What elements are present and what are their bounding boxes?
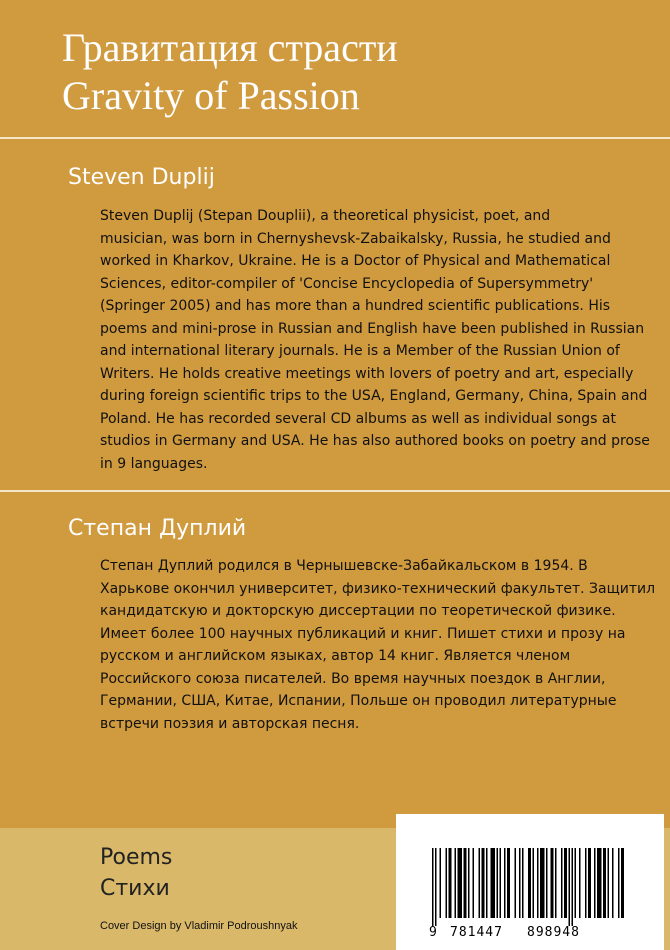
bio-line: кандидатскую и докторскую диссертации по теоретической физике. (100, 603, 616, 619)
barcode-bar (561, 848, 563, 918)
barcode-bar (497, 848, 499, 918)
barcode-bar (612, 848, 614, 918)
barcode-bar (519, 848, 521, 918)
cover-design-credit: Cover Design by Vladimir Podroushnyak (100, 920, 298, 932)
bio-line: Германии, США, Китае, Испании, Польше он проводил литературные (100, 693, 617, 709)
barcode-bar (468, 848, 470, 918)
barcode-bar (440, 848, 442, 918)
author-name-english: Steven Duplij (68, 165, 215, 190)
barcode-bar (473, 848, 475, 918)
bio-line: in 9 languages. (100, 455, 208, 472)
barcode-bar (603, 848, 606, 918)
author-name-russian: Степан Дуплий (68, 516, 247, 541)
barcode-bar (579, 848, 581, 918)
author-bio-russian (100, 555, 656, 735)
bio-line: Poland. He has recorded several CD albums as well as individual songs at (100, 410, 616, 427)
bio-line: during foreign scientific trips to the USA, England, Germany, China, Spain and (100, 388, 648, 404)
barcode-bar (482, 848, 485, 918)
barcode-right-group: 898948 (527, 925, 580, 940)
book-title (62, 24, 398, 120)
barcode-bar (515, 848, 517, 918)
divider-top (0, 137, 670, 139)
bio-line: Степан Дуплий родился в Чернышевске-Забайкальском в 1954. В (100, 558, 588, 574)
barcode-bar (555, 848, 557, 918)
barcode-bar (500, 848, 502, 918)
genre-russian: Стихи (100, 876, 170, 901)
bio-line: studios in Germany and USA. He has also authored books on poetry and prose (100, 433, 650, 449)
barcode-bar (588, 848, 591, 918)
barcode-bar (446, 848, 448, 918)
barcode-bar (597, 848, 602, 918)
barcode-bar (585, 848, 587, 918)
divider-middle (0, 490, 670, 492)
barcode-left-group: 781447 (450, 925, 503, 940)
bio-line: Имеет более 100 научных публикаций и книг. Пишет стихи и прозу на (100, 625, 626, 642)
barcode-bar (449, 848, 452, 918)
barcode-bar (594, 848, 596, 918)
barcode-bar (504, 848, 506, 918)
bio-line: Российского союза писателей. Во время научных поездок в Англии, (100, 670, 606, 687)
genre-english: Poems (100, 845, 173, 870)
bio-line: (Springer 2005) and has more than a hundred scientific publications. His (100, 298, 611, 314)
barcode-bar (458, 848, 463, 918)
barcode-bar (455, 848, 457, 918)
barcode-bar (491, 848, 496, 918)
barcode-bar (540, 848, 545, 918)
bio-line: Steven Duplij (Stepan Douplii), a theoretical physicist, poet, and (100, 208, 551, 224)
barcode-bar (464, 848, 467, 918)
barcode-bar (564, 848, 567, 918)
barcode-bars (428, 848, 628, 926)
bio-line: русском и английском языках, автор 14 книг. Является членом (100, 648, 571, 664)
title-english: Gravity of Passion (62, 73, 360, 118)
barcode-bar (486, 848, 488, 918)
barcode-bar (608, 848, 610, 918)
isbn-barcode (396, 814, 664, 950)
author-bio-english (100, 205, 656, 475)
title-russian: Гравитация страсти (62, 25, 398, 70)
barcode-bar (507, 848, 510, 918)
barcode-bar (435, 848, 437, 926)
barcode-bar (432, 848, 434, 926)
barcode-bar (522, 848, 524, 918)
barcode-bar (569, 848, 571, 926)
barcode-bar (533, 848, 535, 918)
barcode-bar (479, 848, 481, 918)
barcode-bar (551, 848, 554, 918)
bio-line: Writers. He holds creative meetings with lovers of poetry and art, especially (100, 365, 634, 382)
barcode-bar (528, 848, 531, 918)
bio-line: Sciences, editor-compiler of 'Concise Encyclopedia of Supersymmetry' (100, 275, 594, 292)
bio-line: musician, was born in Chernyshevsk-Zabaikalsky, Russia, he studied and (100, 230, 611, 247)
bio-line: worked in Kharkov, Ukraine. He is a Doctor of Physical and Mathematical (100, 253, 611, 269)
barcode-bar (618, 848, 620, 918)
barcode-first-digit: 9 (429, 925, 438, 940)
barcode-bar (537, 848, 539, 918)
barcode-bar (546, 848, 548, 918)
barcode-bar (621, 848, 624, 918)
bio-line: poems and mini-prose in Russian and English have been published in Russian (100, 320, 645, 337)
bio-line: встречи поэзия и авторская песня. (100, 715, 360, 732)
barcode-bar (572, 848, 574, 926)
barcode-bar (575, 848, 577, 918)
bio-line: and international literary journals. He is a Member of the Russian Union of (100, 343, 620, 359)
bio-line: Харькове окончил университет, физико-технический факультет. Защитил (100, 580, 656, 597)
